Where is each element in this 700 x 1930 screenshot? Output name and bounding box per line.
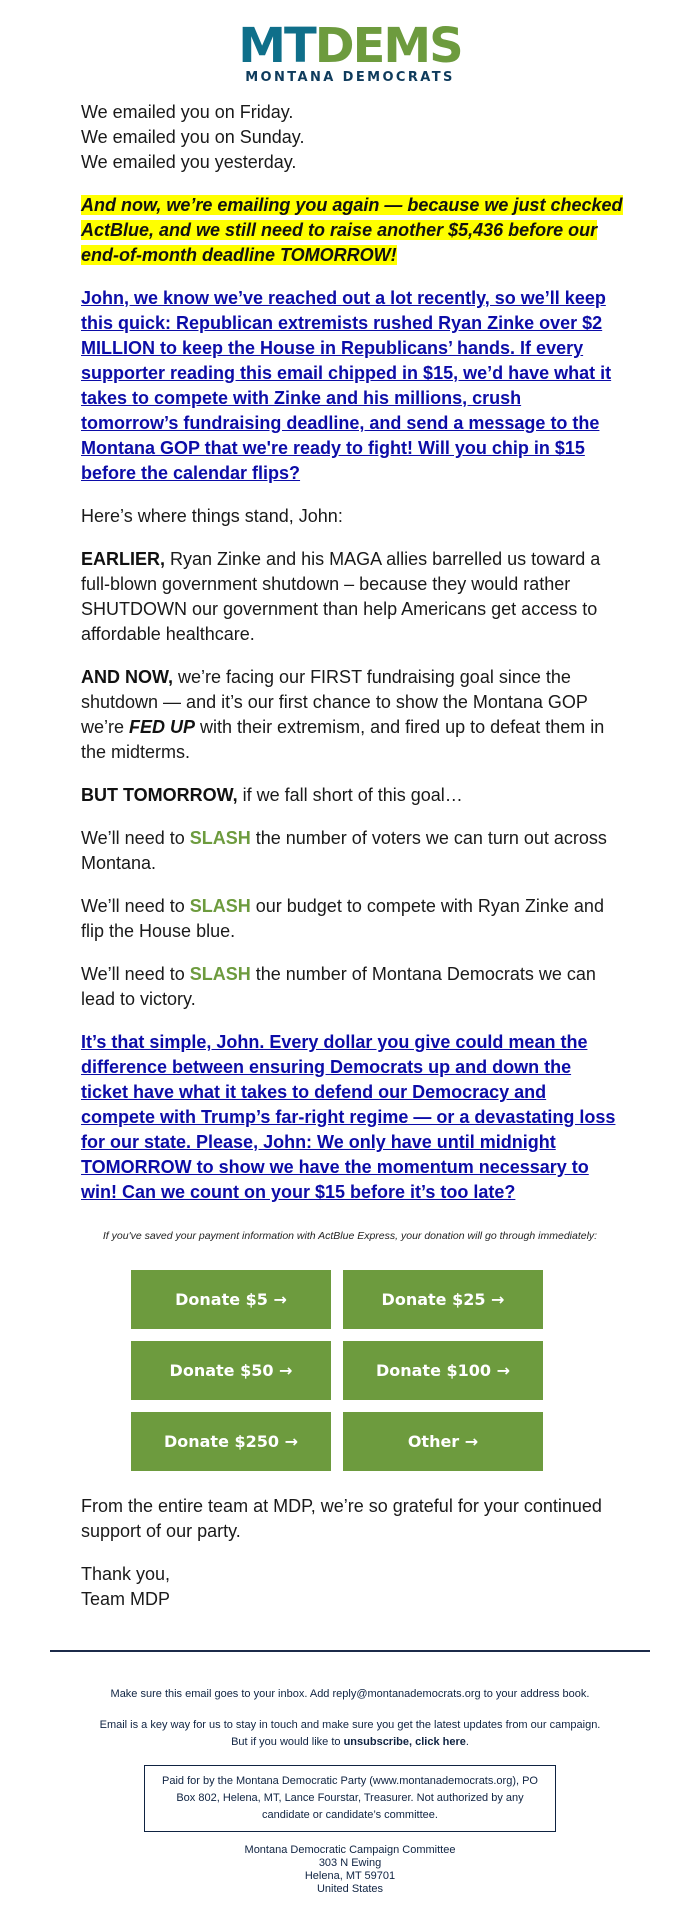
- donate-100-button[interactable]: Donate $100 →: [343, 1341, 543, 1400]
- slash-post: the number of voters we can turn out across Montana.: [81, 828, 607, 873]
- earlier-text: Ryan Zinke and his MAGA allies barrelled us toward a full-blown government shutdown – because they would rather SHUTDOWN our government than help Americans get access to affordable healthcare.: [81, 549, 601, 644]
- signoff-line: Thank you,: [81, 1564, 171, 1584]
- slash-paragraph: [81, 962, 623, 1012]
- logo-dems: DEMS: [314, 18, 462, 74]
- slash-word: SLASH: [189, 828, 251, 848]
- key-line-1: Email is a key way for us to stay in touch and make sure you get the latest updates from our campaign.: [99, 1719, 601, 1731]
- address-line: United States: [316, 1883, 384, 1895]
- mtdems-logo[interactable]: [0, 0, 700, 85]
- andnow-lead: AND NOW,: [81, 667, 173, 687]
- unsubscribe-note: [60, 1717, 640, 1751]
- inbox-note: Make sure this email goes to your inbox. Add reply@montanademocrats.org to your address book.: [110, 1688, 590, 1700]
- logo-wordmark: [0, 18, 700, 74]
- andnow-paragraph: [81, 665, 623, 765]
- but-paragraph: [81, 783, 623, 808]
- andnow-text-2: with their extremism, and fired up to defeat them in the midterms.: [81, 717, 605, 762]
- key-line-2-pre: But if you would like to: [231, 1736, 344, 1748]
- address-line: Montana Democratic Campaign Committee: [244, 1844, 456, 1856]
- earlier-lead: EARLIER,: [81, 549, 166, 569]
- actblue-express-note: If you've saved your payment information with ActBlue Express, your donation will go through immediately:: [102, 1230, 598, 1242]
- email-footer: [60, 1686, 640, 1896]
- slash-word: SLASH: [189, 896, 251, 916]
- andnow-text-1: we’re facing our FIRST fundraising goal since the shutdown — and it’s our first chance to show the Montana GOP we’re: [81, 667, 588, 737]
- closing-paragraph: From the entire team at MDP, we’re so grateful for your continued support of our party.: [81, 1496, 602, 1541]
- appeal-link-paragraph: [81, 1030, 623, 1205]
- logo-subtitle: MONTANA DEMOCRATS: [245, 70, 455, 85]
- intro-line: We emailed you on Sunday.: [81, 127, 305, 147]
- donate-appeal-link-2[interactable]: It’s that simple, John. Every dollar you give could mean the difference between ensuring Democrats up and down the ticket have what it takes to defend our Democracy and compete with Trump’s far-right regime — or a devastating loss for our state. Please, John: We only have until midnight TOMORROW to show we have the momentum necessary to win! Can we count on your $15 before it’s too late?: [81, 1032, 616, 1202]
- mailing-address: [60, 1844, 640, 1896]
- donate-other-button[interactable]: Other →: [343, 1412, 543, 1471]
- donate-appeal-link-1[interactable]: John, we know we’ve reached out a lot recently, so we’ll keep this quick: Republican extremists rushed Ryan Zinke over $2 MILLION to keep the House in Republicans’ hands. If every supporter reading this email chipped in $15, we’d have what it takes to compete with Zinke and his millions, crush tomorrow’s fundraising deadline, and send a message to the Montana GOP that we're ready to fight! Will you chip in $15 before the calendar flips?: [81, 288, 612, 483]
- but-lead: BUT TOMORROW,: [81, 785, 238, 805]
- appeal-link-paragraph: [81, 286, 623, 486]
- slash-pre: We’ll need to: [81, 964, 190, 984]
- slash-post: our budget to compete with Ryan Zinke and flip the House blue.: [81, 896, 604, 941]
- footer-divider: [50, 1650, 650, 1652]
- fedup-text: FED UP: [129, 717, 196, 737]
- unsubscribe-link[interactable]: unsubscribe, click here: [343, 1736, 466, 1748]
- slash-word: SLASH: [189, 964, 251, 984]
- paid-for-disclaimer: Paid for by the Montana Democratic Party (www.montanademocrats.org), PO Box 802, Helena, MT, Lance Fourstar, Treasurer. Not authorized by any candidate or candidate’s committee.: [144, 1765, 556, 1832]
- key-line-2-post: .: [465, 1736, 469, 1748]
- but-text: if we fall short of this goal…: [237, 785, 463, 805]
- intro-line: We emailed you yesterday.: [81, 152, 297, 172]
- email-body: [81, 100, 623, 1223]
- closing-section: [81, 1494, 623, 1612]
- signoff-signature: Team MDP: [81, 1589, 171, 1609]
- intro-line: We emailed you on Friday.: [81, 102, 294, 122]
- donate-25-button[interactable]: Donate $25 →: [343, 1270, 543, 1329]
- logo-mt: MT: [238, 18, 315, 74]
- highlighted-text: And now, we’re emailing you again — because we just checked ActBlue, and we still need to raise another $5,436 before our end-of-month deadline TOMORROW!: [81, 195, 623, 265]
- slash-paragraph: [81, 894, 623, 944]
- intro-lines: [81, 100, 623, 175]
- highlight-paragraph: [81, 193, 623, 268]
- stand-paragraph: Here’s where things stand, John:: [81, 506, 343, 526]
- address-line: 303 N Ewing: [318, 1857, 382, 1869]
- donate-50-button[interactable]: Donate $50 →: [131, 1341, 331, 1400]
- donate-5-button[interactable]: Donate $5 →: [131, 1270, 331, 1329]
- slash-post: the number of Montana Democrats we can lead to victory.: [81, 964, 596, 1009]
- earlier-paragraph: [81, 547, 623, 647]
- slash-paragraph: [81, 826, 623, 876]
- address-line: Helena, MT 59701: [304, 1870, 396, 1882]
- slash-pre: We’ll need to: [81, 828, 190, 848]
- slash-pre: We’ll need to: [81, 896, 190, 916]
- donate-250-button[interactable]: Donate $250 →: [131, 1412, 331, 1471]
